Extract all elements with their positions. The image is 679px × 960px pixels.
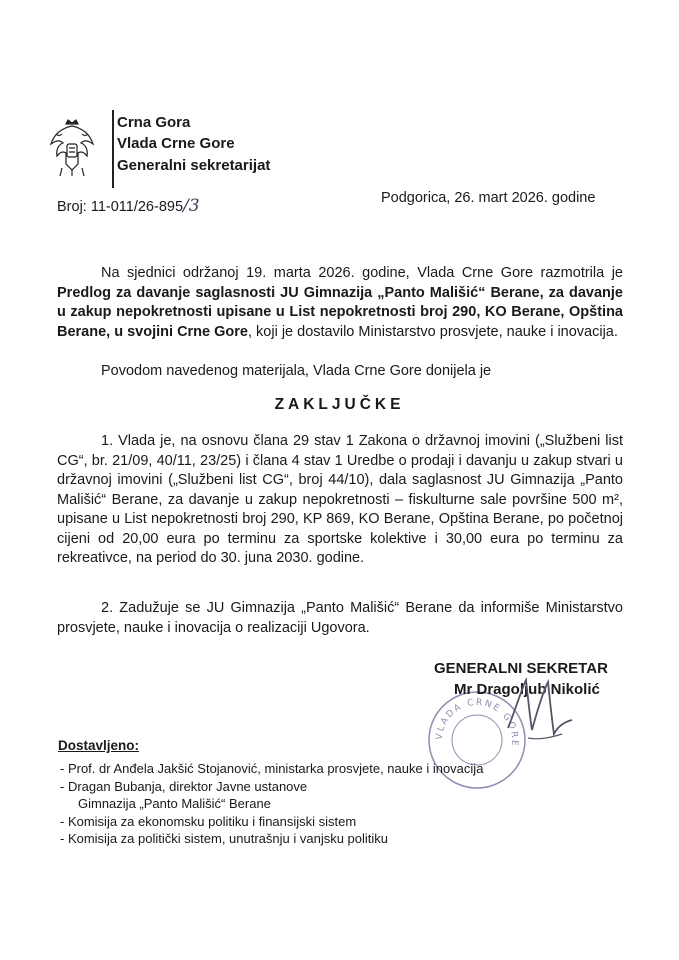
conclusion-item-1: 1. Vlada je, na osnovu člana 29 stav 1 Zakona o državnoj imovini („Službeni list CG“, br. 21/09, 40/11, 23/25) i člana 4 stav 1 Uredbe o prodaji i davanju u zakup stvari u državnoj imovini („Službeni list CG“, broj 44/10), dala saglasnost JU Gimnazija „Panto Mališić“ Berane, za davanje u zakup nepokretnosti – fiskulturne sale površine 500 m², upisane u List nepokretnosti broj 290, KP 869, KO Berane, Opština Berane, po početnoj cijeni od 20,00 eura po terminu za sportske kolektive i 30,00 eura po terminu za rekreativce, na period do 30. juna 2030. godine. (57, 433, 623, 566)
document-date: Podgorica, 26. mart 2026. godine (381, 190, 596, 206)
header-secretariat: Generalni sekretarijat (117, 157, 271, 174)
handwritten-suffix: /3 (183, 196, 200, 216)
delivered-title: Dostavljeno: (58, 738, 140, 753)
stamp-text: VLADA CRNE GORE (434, 697, 520, 749)
delivered-item: - Komisija za ekonomsku politiku i finansijski sistem (60, 813, 357, 829)
delivered-item: - Prof. dr Anđela Jakšić Stojanović, ministarka prosvjete, nauke i inovacija (60, 761, 484, 776)
intro-text-start: Na sjednici održanoj 19. marta 2026. godine, Vlada Crne Gore razmotrila je (101, 265, 623, 281)
intro-paragraph (57, 264, 623, 342)
intro-text-end: , koji je dostavilo Ministarstvo prosvjete, nauke i inovacija. (247, 323, 618, 340)
conclusion-item-2: 2. Zadužuje se JU Gimnazija „Panto Mališić“ Berane da informiše Ministarstvo prosvjete, nauke i inovacija o realizaciji Ugovora. (57, 600, 623, 636)
delivered-item: - Dragan Bubanja, direktor Javne ustanove (60, 778, 308, 794)
delivered-item: - Komisija za politički sistem, unutrašnju i vanjsku politiku (60, 831, 389, 846)
signature-title: GENERALNI SEKRETAR (434, 660, 608, 677)
delivered-item (60, 795, 483, 813)
handwritten-signature-icon (488, 668, 588, 758)
intro-paragraph-2: Povodom navedenog materijala, Vlada Crne Gore donijela je (101, 363, 492, 379)
delivered-list (60, 760, 483, 848)
intro-proposal-title: Predlog za davanje saglasnosti JU Gimnazija „Panto Mališić“ Berane, za davanje u zakup nepokretnosti upisane u List nepokretnosti broj 290, KO Berane, Opština Berane, u svojini Crne Gore (57, 284, 623, 340)
signature-name: Mr Dragoljub Nikolić (454, 681, 600, 698)
header-country: Crna Gora (117, 114, 191, 131)
conclusions-title: ZAKLJUČKE (274, 396, 405, 413)
delivered-item-continuation: Gimnazija „Panto Mališić“ Berane (78, 796, 271, 811)
coat-of-arms-icon (48, 118, 96, 178)
header-divider (112, 110, 114, 188)
header-government: Vlada Crne Gore (117, 135, 235, 152)
reference-number-text: Broj: 11-011/26-895 (57, 199, 184, 215)
reference-number (57, 196, 200, 216)
